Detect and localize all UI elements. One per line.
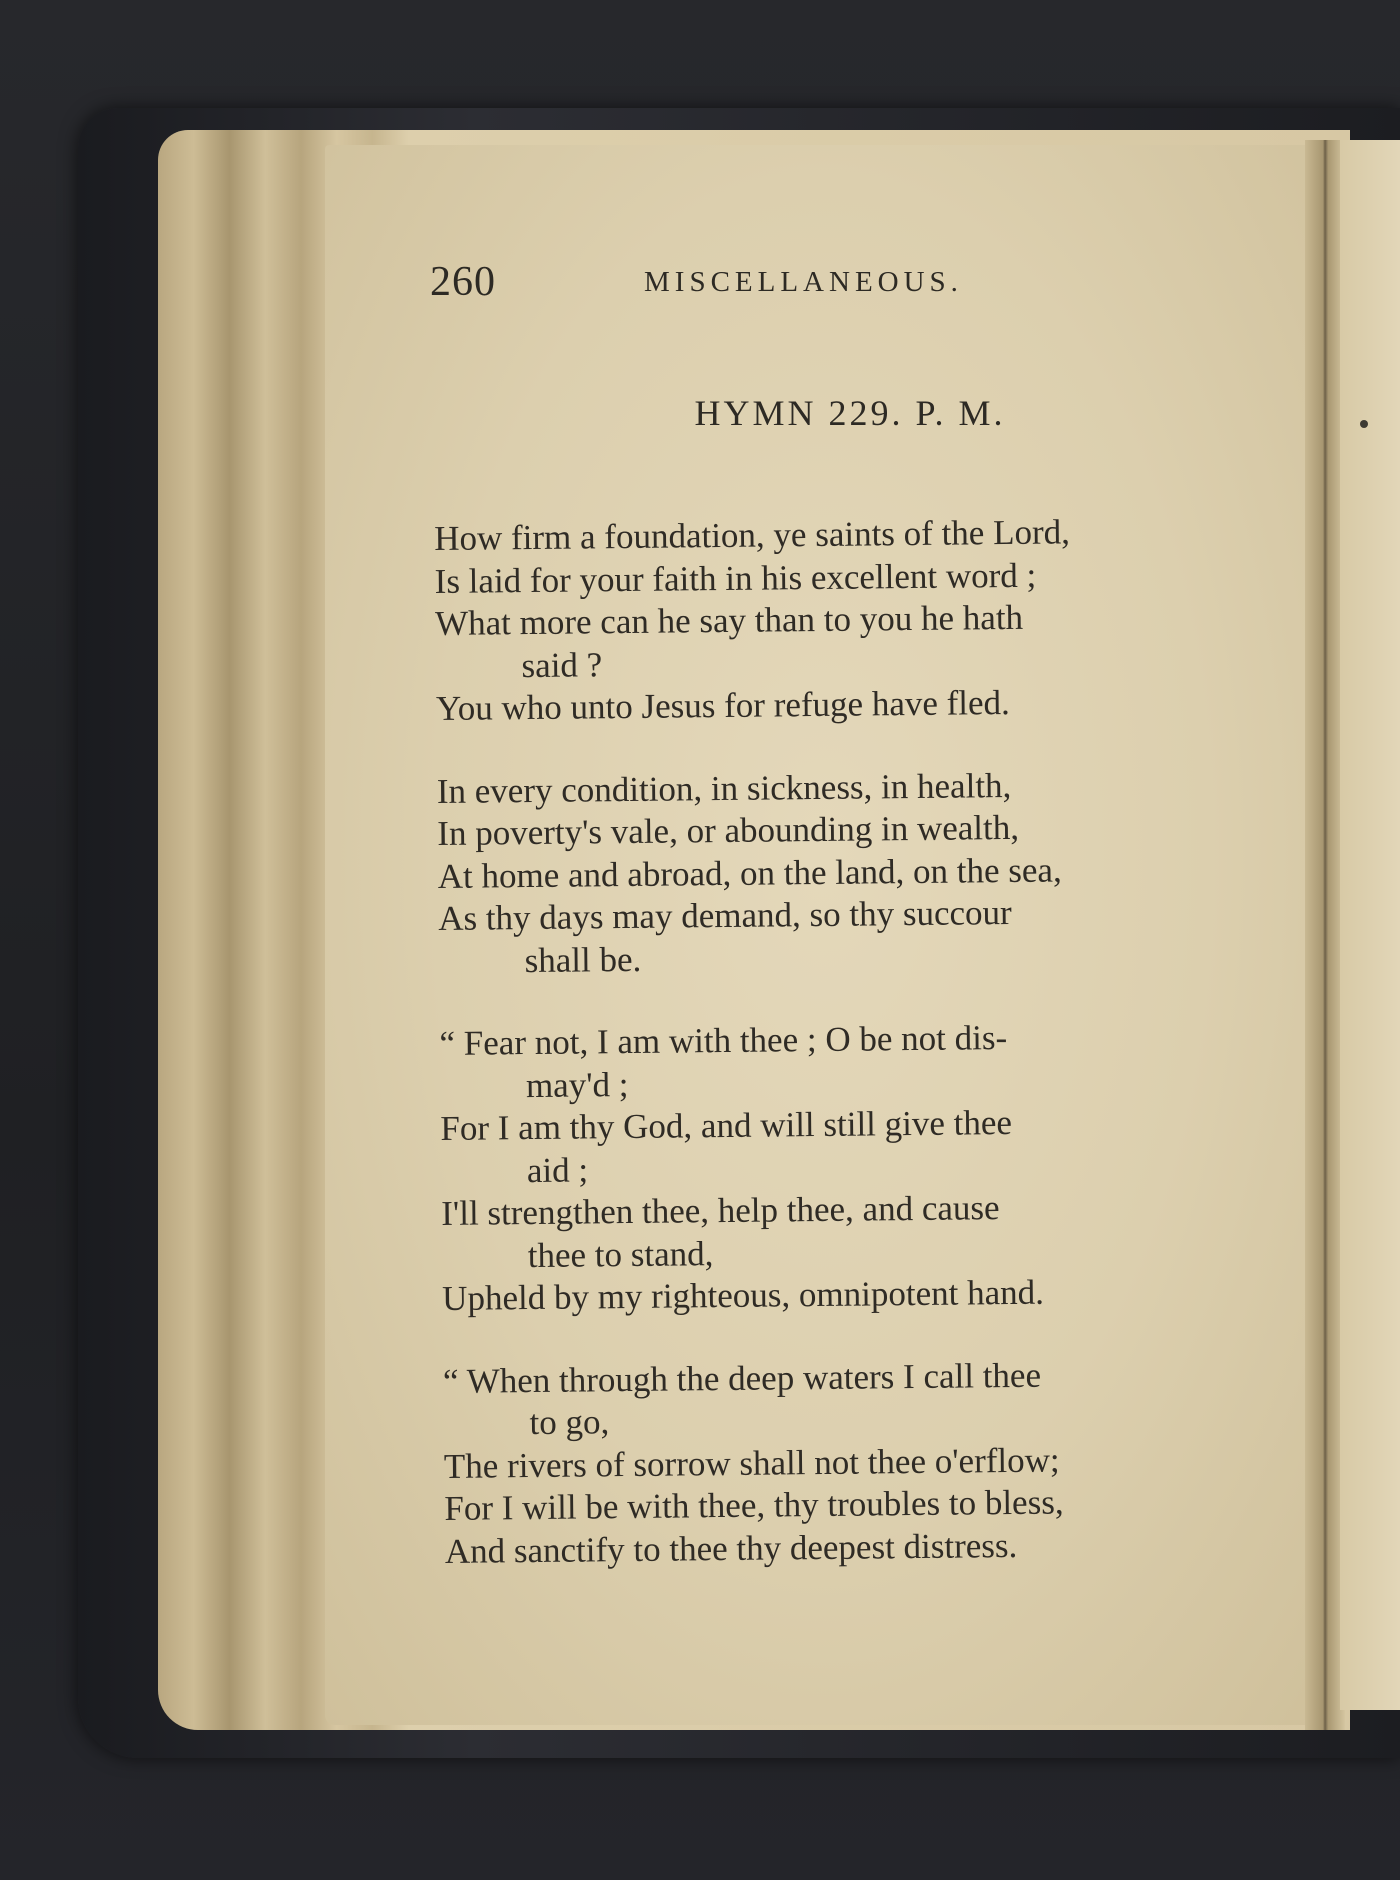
hymn-line: Is laid for your faith in his excellent word ; [434,555,1037,601]
hymn-line: “ Fear not, I am with thee ; O be not dis- [439,1018,1008,1063]
hymn-text [434,510,1245,1613]
hymn-line: may'd ; [525,1064,629,1105]
hymn-line: In poverty's vale, or abounding in wealth, [437,807,1020,853]
hymn-line: shall be. [524,939,642,980]
hymn-line: You who unto Jesus for refuge have fled. [435,682,1011,728]
hymn-line: For I am thy God, and will still give thee [440,1102,1013,1148]
stanza-3 [439,1015,1242,1321]
hymn-title: HYMN 229. P. M. [694,393,1006,433]
hymn-line: How firm a foundation, ye saints of the Lord, [434,512,1071,558]
hymn-line: As thy days may demand, so thy succour [437,892,1012,938]
hymn-line: At home and abroad, on the land, on the sea, [437,849,1062,896]
hymn-line: Upheld by my righteous, omnipotent hand. [441,1272,1045,1318]
hymn-line: thee to stand, [527,1233,714,1275]
hymn-line: I'll strengthen thee, help thee, and cause [441,1188,1000,1233]
hymn-line: For I will be with thee, thy troubles to bless, [444,1482,1064,1528]
stanza-1 [434,510,1236,731]
hymn-line: said ? [521,644,603,685]
hymn-line: In every condition, in sickness, in health, [436,765,1012,811]
page-header [430,258,1030,308]
hymn-line: And sanctify to thee thy deepest distress. [444,1525,1018,1571]
hymn-line: The rivers of sorrow shall not thee o'erflow; [443,1440,1060,1486]
facing-page-edge [1340,140,1400,1710]
hymn-line: to go, [529,1402,610,1443]
page-speck [1360,420,1368,428]
stanza-2 [437,762,1239,983]
stanza-4 [443,1352,1245,1573]
hymn-line: aid ; [526,1149,589,1190]
book-gutter [1305,140,1345,1730]
running-head: MISCELLANEOUS. [644,266,963,298]
hymn-line: “ When through the deep waters I call thee [442,1355,1042,1401]
hymn-line: What more can he say than to you he hath [434,597,1024,643]
page-number: 260 [430,259,496,305]
